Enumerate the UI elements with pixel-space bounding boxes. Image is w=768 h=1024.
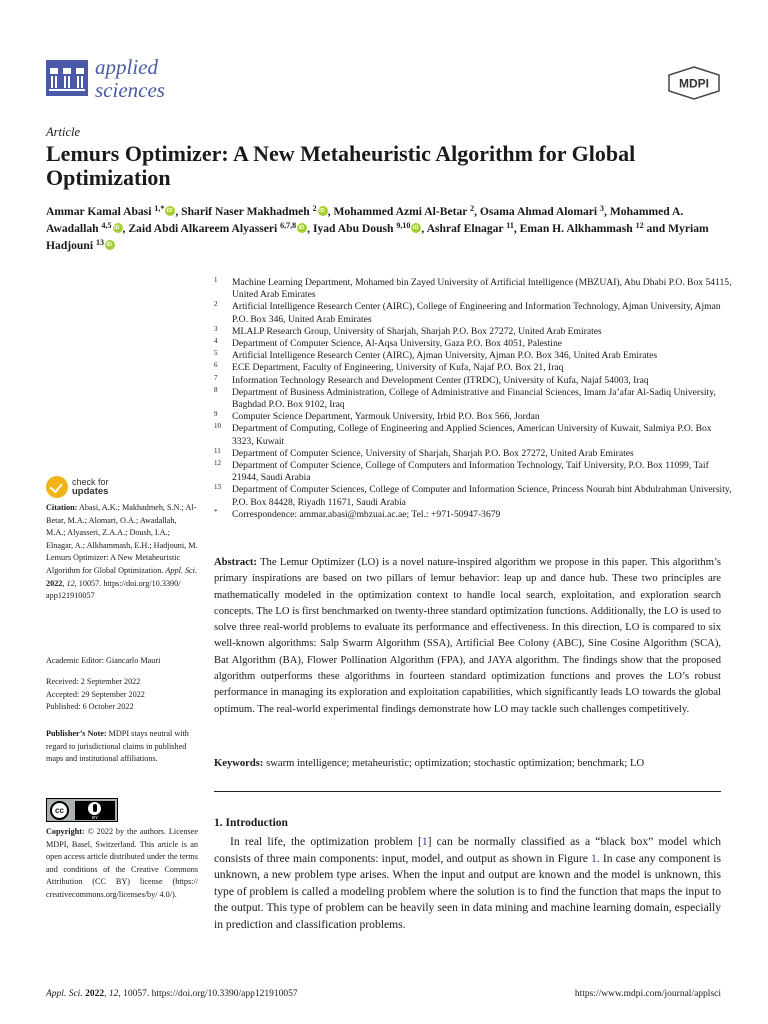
affiliation-number: 5 — [214, 349, 218, 358]
affiliation-number: 8 — [214, 385, 218, 394]
cc-by-license-icon[interactable] — [46, 798, 118, 822]
author — [181, 205, 333, 218]
author-affiliation-sup: 6,7,8 — [280, 221, 297, 230]
affiliation-number: 3 — [214, 324, 218, 333]
affiliation-number: 13 — [214, 483, 221, 492]
orcid-icon[interactable] — [318, 206, 328, 216]
author-name: Sharif Naser Makhadmeh — [181, 205, 310, 218]
figure-link[interactable]: 1 — [591, 851, 597, 865]
affiliation-text: ECE Department, Faculty of Engineering, University of Kufa, Najaf P.O. Box 21, Iraq — [232, 362, 564, 374]
affiliation-item — [214, 411, 734, 423]
citation-label: Citation: — [46, 503, 78, 512]
author-name: Mohammed A. Awadallah — [46, 205, 684, 235]
author — [128, 222, 313, 235]
author-affiliation-sup: 12 — [635, 221, 644, 230]
author-name: Myriam Hadjouni — [46, 222, 709, 252]
footer-doi[interactable]: , 10057. https://doi.org/10.3390/app121910057 — [118, 989, 298, 999]
author — [520, 222, 668, 235]
author-affiliation-sup: 13 — [95, 238, 104, 247]
orcid-icon[interactable] — [297, 223, 307, 233]
mdpi-logo-text: MDPI — [679, 76, 709, 91]
journal-logo-icon — [46, 60, 88, 96]
keywords-label: Keywords: — [214, 758, 264, 769]
cc-icon: cc — [50, 801, 69, 820]
affiliation-number: 10 — [214, 422, 221, 431]
author-separator: , — [175, 205, 182, 218]
author-name: Eman H. Alkhammash — [519, 222, 633, 235]
orcid-icon[interactable] — [165, 206, 175, 216]
affiliation-text: Department of Computer Science, University of Sharjah, Sharjah P.O. Box 27272, United Arab Emirates — [232, 447, 634, 459]
author-separator: and — [643, 222, 669, 235]
author-separator: , — [421, 222, 427, 235]
publication-dates — [46, 676, 198, 714]
author — [46, 205, 181, 218]
copyright-label: Copyright: — [46, 827, 85, 836]
author-name: Osama Ahmad Alomari — [479, 205, 598, 218]
author-name: Ammar Kamal Abasi — [46, 205, 152, 218]
copyright-text: © 2022 by the authors. Licensee MDPI, Basel, Switzerland. This article is an open access article distributed under the terms and conditions of the Creative Commons Attribution (CC BY) license (https:// creativecommons.org/licenses/by/ 4.0/). — [46, 827, 199, 899]
footer-volume: 12 — [108, 989, 119, 999]
abstract-label: Abstract: — [214, 557, 257, 568]
mdpi-logo-icon — [668, 66, 720, 100]
affiliation-number: 4 — [214, 337, 218, 346]
by-attribution-icon — [75, 801, 115, 820]
affiliation-number: 1 — [214, 276, 218, 284]
affiliation-text: MLALP Research Group, University of Sharjah, Sharjah P.O. Box 27272, United Arab Emirates — [232, 325, 602, 337]
affiliation-text: Department of Computer Sciences, College of Computer and Information Science, Princess Nourah bint Abdulrahman University, P.O. Box 84428, Riyadh 11671, Saudi Arabia — [232, 484, 732, 508]
citation-text: Abasi, A.K.; Makhadmeh, S.N.; Al-Betar, M.A.; Alomari, O.A.; Awadallah, M.A.; Alyasseri, Z.A.A.; Doush, I.A.; Elnagar, A.; Alkhammash, E.H.; Hadjouni, M. Lemurs Optimizer: A New Metaheuristic Algorithm for Global Optimization. — [46, 503, 198, 575]
affiliation-item — [214, 484, 734, 508]
affiliation-number: 7 — [214, 373, 218, 382]
orcid-icon[interactable] — [411, 223, 421, 233]
by-text: BY — [91, 815, 98, 820]
affiliation-item — [214, 509, 734, 521]
citation-journal: Appl. Sci. — [165, 565, 197, 575]
affiliation-number: 6 — [214, 361, 218, 370]
author-separator: , — [604, 205, 610, 218]
affiliation-item — [214, 338, 734, 350]
check-for-updates-button[interactable] — [46, 476, 126, 500]
intro-text-part2: ] can be normally classified as a “black box” model which consists of three main components: input, model, and output as shown in Figure — [214, 835, 721, 865]
author-affiliation-sup: 2 — [312, 204, 317, 213]
affiliation-list — [214, 277, 734, 521]
affiliation-item — [214, 277, 734, 301]
affiliation-text: Computer Science Department, Yarmouk University, Irbid P.O. Box 566, Jordan — [232, 411, 540, 423]
affiliation-text: Department of Computer Science, Al-Aqsa University, Gaza P.O. Box 4051, Palestine — [232, 338, 563, 350]
affiliation-number: 9 — [214, 410, 218, 419]
intro-text-part3: . In case any component is unknown, a new problem type arises. When the input and output are known and the model is unknown, this type of problem is called a modeling problem where the solution is to find the function that maps the input to the output. This type of problem can be heavily seen in data mining and machine learning domain, especially in prediction and classification problems. — [214, 851, 721, 931]
author-list — [46, 203, 736, 254]
footer-journal: Appl. Sci. — [46, 989, 83, 999]
received-date: Received: 2 September 2022 — [46, 677, 141, 686]
affiliation-number: 2 — [214, 300, 218, 309]
author — [313, 222, 427, 235]
author-name: Iyad Abu Doush — [312, 222, 394, 235]
person-icon — [88, 802, 101, 815]
journal-name — [95, 56, 165, 102]
footer-year: 2022 — [85, 989, 105, 999]
affiliation-item — [214, 301, 734, 325]
affiliation-text: Department of Computer Science, College of Computers and Information Technology, Taif University, P.O. Box 11099, Taif 21944, Saudi Arabia — [232, 460, 709, 484]
academic-editor: Academic Editor: Giancarlo Mauri — [46, 656, 161, 665]
footer-citation: Appl. Sci. 2022, 12, 10057. https://doi.org/10.3390/app121910057 — [46, 989, 298, 999]
affiliation-text: Machine Learning Department, Mohamed bin Zayed University of Artificial Intelligence (MBZUAI), Abu Dhabi P.O. Box 54115, United Arab Emirates — [232, 277, 732, 301]
author-affiliation-sup: 4,5 — [101, 221, 112, 230]
section-divider — [214, 791, 721, 792]
affiliation-item — [214, 375, 734, 387]
keywords-text: swarm intelligence; metaheuristic; optimization; stochastic optimization; benchmark; LO — [266, 758, 645, 769]
published-date: Published: 6 October 2022 — [46, 702, 134, 712]
affiliation-item — [214, 387, 734, 411]
orcid-icon[interactable] — [105, 240, 115, 250]
affiliation-text: Artificial Intelligence Research Center (AIRC), College of Engineering and Information Technology, Ajman University, Ajman P.O. Box 346, United Arab Emirates — [232, 301, 721, 325]
orcid-icon[interactable] — [113, 223, 123, 233]
author — [427, 222, 520, 235]
affiliation-text: Information Technology Research and Development Center (ITRDC), University of Kufa, Najaf 54003, Iraq — [232, 374, 649, 386]
copyright-block — [46, 826, 198, 902]
affiliation-item — [214, 460, 734, 484]
author-name: Mohammed Azmi Al-Betar — [333, 205, 468, 218]
keywords — [214, 757, 721, 771]
article-type: Article — [46, 125, 81, 139]
affiliation-text: Correspondence: ammar.abasi@mbzuai.ac.ae; Tel.: +971-50947-3679 — [232, 508, 501, 520]
citation-year: 2022 — [46, 578, 63, 588]
check-updates-icon — [46, 476, 68, 498]
affiliation-item — [214, 423, 734, 447]
author-name: Zaid Abdi Alkareem Alyasseri — [128, 222, 278, 235]
citation-volume: 12 — [66, 578, 75, 588]
author-separator: , — [513, 222, 520, 235]
abstract — [214, 555, 721, 718]
journal-name-line1: applied — [95, 55, 158, 79]
author-affiliation-sup: 3 — [600, 204, 605, 213]
affiliation-number: 12 — [214, 459, 221, 468]
section-heading-introduction: 1. Introduction — [214, 817, 288, 829]
intro-text-part1: In real life, the optimization problem [ — [230, 835, 422, 848]
affiliation-text: Department of Computing, College of Engineering and Applied Sciences, American University of Kuwait, Salmiya P.O. Box 3323, Kuwait — [232, 423, 712, 447]
author-affiliation-sup: 2 — [470, 204, 475, 213]
affiliation-item — [214, 326, 734, 338]
affiliation-item — [214, 362, 734, 374]
footer-journal-url[interactable]: https://www.mdpi.com/journal/applsci — [574, 989, 721, 999]
citation-block: Citation: Abasi, A.K.; Makhadmeh, S.N.; Al-Betar, M.A.; Alomari, O.A.; Awadallah, M.A.; Alyasseri, Z.A.A.; Doush, I.A.; Elnagar, A.; Alkhammash, E.H.; Hadjouni, M. Lemurs Optimizer: A New Metaheuristic Algorithm for Global Optimization. Appl. Sci. 2022, 12, 10057. https://doi.org/10.3390/ app121910057 — [46, 503, 198, 601]
intro-paragraph — [214, 834, 721, 934]
check-updates-line1: check for — [72, 477, 109, 487]
author — [333, 205, 479, 218]
accepted-date: Accepted: 29 September 2022 — [46, 689, 145, 699]
author-separator: , — [307, 222, 313, 235]
author-affiliation-sup: 11 — [506, 221, 514, 230]
affiliation-text: Department of Business Administration, College of Administrative and Financial Sciences, Imam Ja’afar Al-Sadiq University, Baghdad P.O. Box 9102, Iraq — [232, 386, 716, 411]
abstract-text: The Lemur Optimizer (LO) is a novel nature-inspired algorithm we propose in this paper. This algorithm’s primary inspirations are based on two pillars of lemur behavior: leap up and dance hub. These two principles are mathematically modeled in the optimization context to handle local search, exploitation, and exploration search concepts. The LO is first benchmarked on twenty-three standard optimization functions. Additionally, the LO is used to solve three real-world problems to evaluate its performance and effectiveness. In this direction, LO is compared to six well-known algorithms: Salp Swarm Algorithm (SSA), Artificial Bee Colony (ABC), Sine Cosine Algorithm (SCA), Bat Algorithm (BA), Flower Pollination Algorithm (FPA), and JAYA algorithm. The findings show that the proposed algorithm outperforms these algorithms in fourteen standard optimization functions and proves the LO’s robust performance in managing its exploration and exploitation capabilities, which significantly leads LO towards the global optimum. The real-world experimental findings demonstrate how LO may tackle such challenges competitively. — [214, 557, 722, 715]
author-affiliation-sup: 9,10 — [396, 221, 411, 230]
author-affiliation-sup: 1,* — [154, 204, 165, 213]
publisher-note — [46, 728, 198, 766]
author-separator: , — [122, 222, 129, 235]
author-separator: , — [474, 205, 480, 218]
affiliation-number: * — [214, 507, 218, 516]
citation-doi[interactable]: 10057. https://doi.org/10.3390/ app121910057 — [46, 578, 181, 601]
author-name: Ashraf Elnagar — [426, 222, 504, 235]
journal-name-line2: sciences — [95, 78, 165, 102]
reference-link[interactable]: 1 — [421, 835, 428, 848]
affiliation-text: Artificial Intelligence Research Center (AIRC), Ajman University, Ajman P.O. Box 346, United Arab Emirates — [232, 350, 658, 362]
author-separator: , — [327, 205, 334, 218]
affiliation-number: 11 — [214, 446, 221, 455]
check-updates-line2: updates — [72, 486, 109, 497]
publisher-note-label: Publisher’s Note: — [46, 729, 107, 738]
affiliation-item — [214, 448, 734, 460]
affiliation-item — [214, 350, 734, 362]
paper-title: Lemurs Optimizer: A New Metaheuristic Algorithm for Global Optimization — [46, 141, 636, 190]
author — [480, 205, 610, 218]
publisher-note-text: MDPI stays neutral with regard to jurisdictional claims in published maps and institutional affiliations. — [46, 729, 189, 764]
